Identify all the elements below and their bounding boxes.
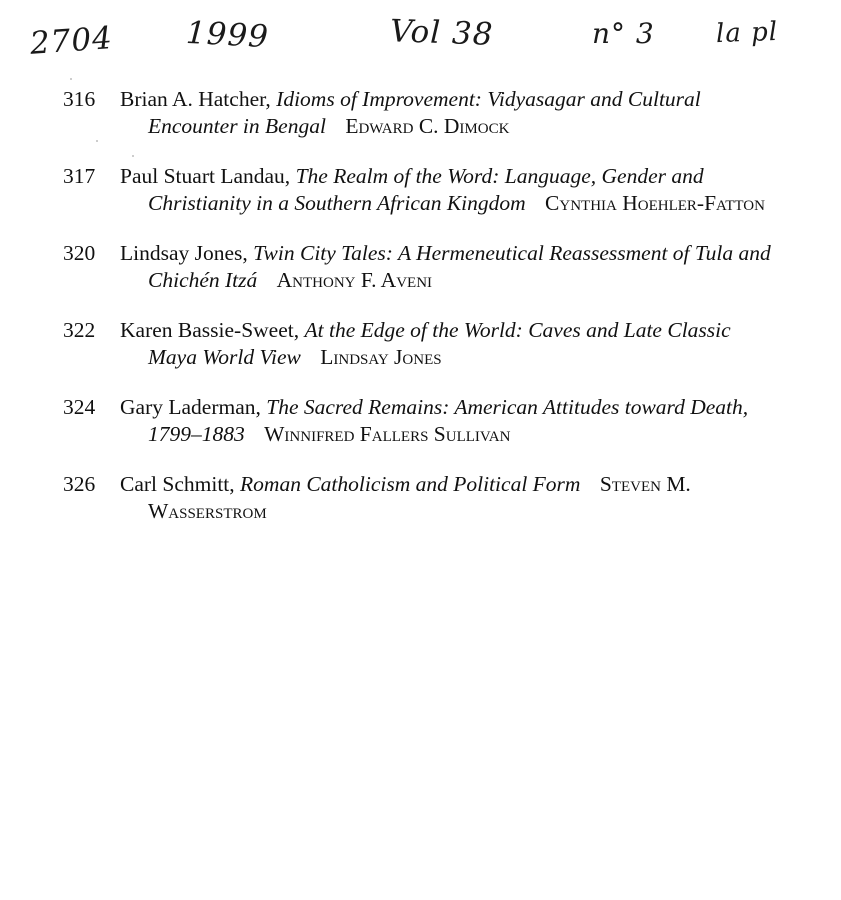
review-entry — [60, 86, 780, 139]
book-title: Idioms of Improvement: Vidyasagar and Cultural Encounter in Bengal — [148, 87, 701, 138]
book-title: Roman Catholicism and Political Form — [240, 472, 581, 496]
review-entry — [60, 317, 780, 370]
reviewer-name: Winnifred Fallers Sullivan — [264, 421, 511, 446]
handwritten-issue: n° 3 — [592, 17, 655, 50]
book-author: Karen Bassie-Sweet, — [120, 318, 300, 342]
book-title: The Realm of the Word: Language, Gender and Christianity in a Southern African Kingdom — [148, 164, 704, 215]
book-author: Lindsay Jones, — [120, 241, 248, 265]
page-number: 326 — [63, 472, 96, 496]
handwritten-location: la pl — [715, 16, 779, 50]
handwritten-volume: Vol 38 — [389, 13, 495, 53]
scan-speck — [70, 78, 72, 80]
page-number: 324 — [63, 395, 96, 419]
reviewer-name: Anthony F. Aveni — [276, 267, 433, 292]
book-title: The Sacred Remains: American Attitudes toward Death, 1799–1883 — [148, 395, 749, 446]
page-number: 322 — [63, 318, 96, 342]
review-entry — [60, 471, 780, 524]
reviewer-name: Lindsay Jones — [320, 344, 442, 369]
handwritten-call-number: 2704 — [28, 20, 115, 62]
review-list — [60, 86, 780, 548]
reviewer-name: Edward C. Dimock — [345, 113, 510, 138]
book-author: Paul Stuart Landau, — [120, 164, 291, 188]
page-number: 316 — [63, 87, 96, 111]
review-entry — [60, 163, 780, 216]
book-title: At the Edge of the World: Caves and Late Classic Maya World View — [148, 318, 731, 369]
book-author: Brian A. Hatcher, — [120, 87, 271, 111]
book-author: Gary Laderman, — [120, 395, 261, 419]
page-number: 320 — [63, 241, 96, 265]
book-title: Twin City Tales: A Hermeneutical Reassessment of Tula and Chichén Itzá — [148, 241, 771, 292]
page-number: 317 — [63, 164, 96, 188]
reviewer-name: Cynthia Hoehler-Fatton — [545, 190, 765, 215]
reviewer-name: Steven M. Wasserstrom — [148, 472, 691, 523]
handwritten-year: 1999 — [185, 14, 270, 56]
review-entry — [60, 394, 780, 447]
book-author: Carl Schmitt, — [120, 472, 235, 496]
handwritten-annotation — [0, 14, 841, 64]
review-entry — [60, 240, 780, 293]
